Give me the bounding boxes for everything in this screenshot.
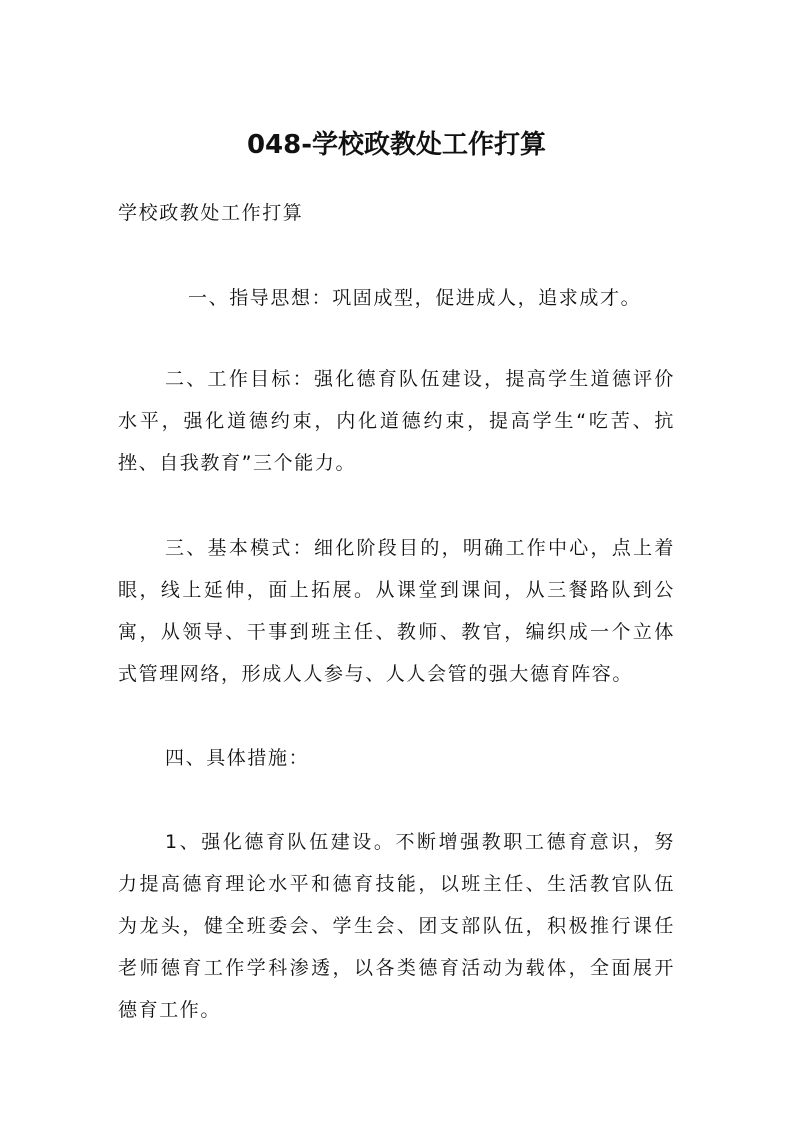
paragraph-goals-line: 水平，强化道德约束，内化道德约束，提高学生“吃苦、抗: [118, 410, 675, 432]
paragraph-measure-1-line: 老师德育工作学科渗透，以各类德育活动为载体，全面展开: [118, 957, 675, 979]
paragraph-guiding-idea: 一、指导思想：巩固成型，促进成人，追求成才。: [188, 287, 642, 309]
paragraph-mode-line: 眼，线上延伸，面上拓展。从课堂到课间，从三餐路队到公: [118, 579, 675, 601]
document-title: 048-学校政教处工作打算: [246, 130, 547, 160]
paragraph-measure-1-line: 1、强化德育队伍建设。不断增强教职工德育意识，努: [165, 831, 675, 853]
paragraph-measure-1-line: 德育工作。: [118, 999, 222, 1021]
section-heading-measures: 四、具体措施：: [165, 747, 310, 769]
paragraph-goals-line: 二、工作目标：强化德育队伍建设，提高学生道德评价: [165, 368, 675, 390]
paragraph-mode-line: 式管理网络，形成人人参与、人人会管的强大德育阵容。: [118, 663, 634, 685]
paragraph-measure-1-line: 为龙头，健全班委会、学生会、团支部队伍，积极推行课任: [118, 915, 675, 937]
paragraph-goals-line: 挫、自我教育”三个能力。: [118, 452, 357, 474]
paragraph-mode-line: 寓，从领导、干事到班主任、教师、教官，编织成一个立体: [118, 621, 675, 643]
paragraph-measure-1-line: 力提高德育理论水平和德育技能，以班主任、生活教官队伍: [118, 873, 675, 895]
paragraph-mode-line: 三、基本模式：细化阶段目的，明确工作中心，点上着: [165, 537, 675, 559]
document-subtitle: 学校政教处工作打算: [118, 202, 304, 224]
